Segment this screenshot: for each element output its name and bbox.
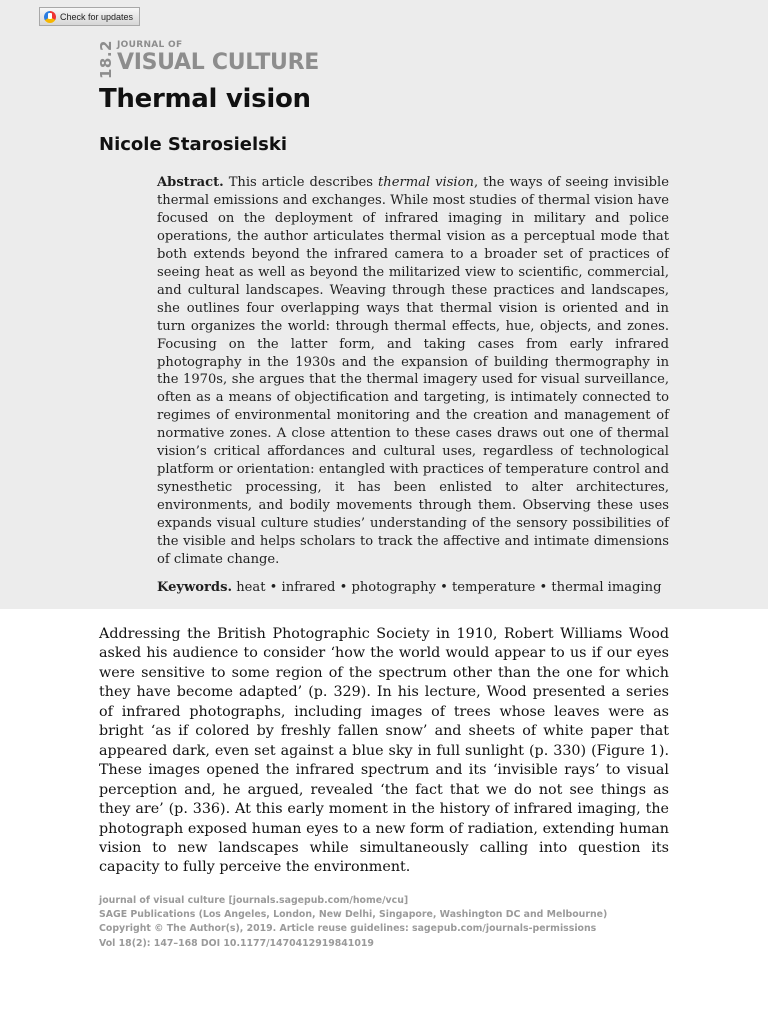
abstract-emphasis: thermal vision [378, 175, 474, 190]
check-for-updates-button[interactable] [39, 7, 140, 26]
crossmark-icon [44, 11, 56, 23]
abstract-label: Abstract. [157, 175, 224, 190]
abstract [157, 174, 669, 569]
publication-footer [99, 894, 679, 951]
article-author: Nicole Starosielski [99, 134, 287, 155]
abstract-text-start: This article describes [228, 175, 379, 190]
journal-logo [97, 40, 319, 80]
article-title: Thermal vision [99, 84, 311, 114]
volume-issue: 18.2 [97, 40, 115, 80]
body-paragraph: Addressing the British Photographic Society in 1910, Robert Williams Wood asked his audience to consider ‘how the world would appear to us if our eyes were sensitive to some region of the spectrum other than the one for which they have become adapted’ (p. 329). In his lecture, Wood presented a series of infrared photographs, including images of trees whose leaves were as bright ‘as if colored by freshly fallen snow’ and sheets of white paper that appeared dark, even set against a blue sky in full sunlight (p. 330) (Figure 1). These images opened the infrared spectrum and its ‘invisible rays’ to visual perception and, he argued, revealed ‘the fact that we do not see things as they are’ (p. 336). At this early moment in the history of infrared imaging, the photograph exposed human eyes to a new form of radiation, extending human vision to new landscapes while simultaneously calling into question its capacity to fully perceive the environment. [99, 626, 669, 876]
journal-prefix: JOURNAL OF [117, 40, 183, 50]
journal-name: VISUAL CULTURE [117, 50, 319, 75]
footer-journal-line: journal of visual culture [journals.sagepub.com/home/vcu] [99, 895, 409, 906]
abstract-text-rest: , the ways of seeing invisible thermal emissions and exchanges. While most studies of thermal vision have focused on the deployment of infrared imaging in military and police operations, the author articulates thermal vision as a perceptual mode that both extends beyond the infrared camera to a broader set of practices of seeing heat as well as beyond the militarized view to scientific, commercial, and cultural landscapes. Weaving through these practices and landscapes, she outlines four overlapping ways that thermal vision is oriented and in turn organizes the world: through thermal effects, hue, objects, and zones. Focusing on the latter form, and taking cases from early infrared photography in the 1930s and the expansion of building thermography in the 1970s, she argues that the thermal imagery used for visual surveillance, often as a means of objectification and targeting, is intimately connected to regimes of environmental monitoring and the creation and management of normative zones. A close attention to these cases draws out one of thermal vision’s critical affordances and cultural uses, regardless of technological platform or orientation: entangled with practices of temperature control and synesthetic processing, it has been enlisted to alter architectures, environments, and bodily movements through them. Observing these uses expands visual culture studies’ understanding of the sensory possibilities of the visible and helps scholars to track the affective and intimate dimensions of climate change. [157, 175, 669, 568]
footer-copyright-line: Copyright © The Author(s), 2019. Article reuse guidelines: sagepub.com/journals-permissions [99, 923, 597, 935]
keywords [157, 579, 669, 597]
keywords-list: heat • infrared • photography • temperature • thermal imaging [236, 580, 662, 595]
keywords-label: Keywords. [157, 580, 233, 595]
footer-publisher-line: SAGE Publications (Los Angeles, London, New Delhi, Singapore, Washington DC and Melbourne) [99, 909, 608, 921]
check-for-updates-label: Check for updates [60, 11, 134, 22]
footer-doi-line: Vol 18(2): 147–168 DOI 10.1177/1470412919841019 [99, 937, 374, 949]
